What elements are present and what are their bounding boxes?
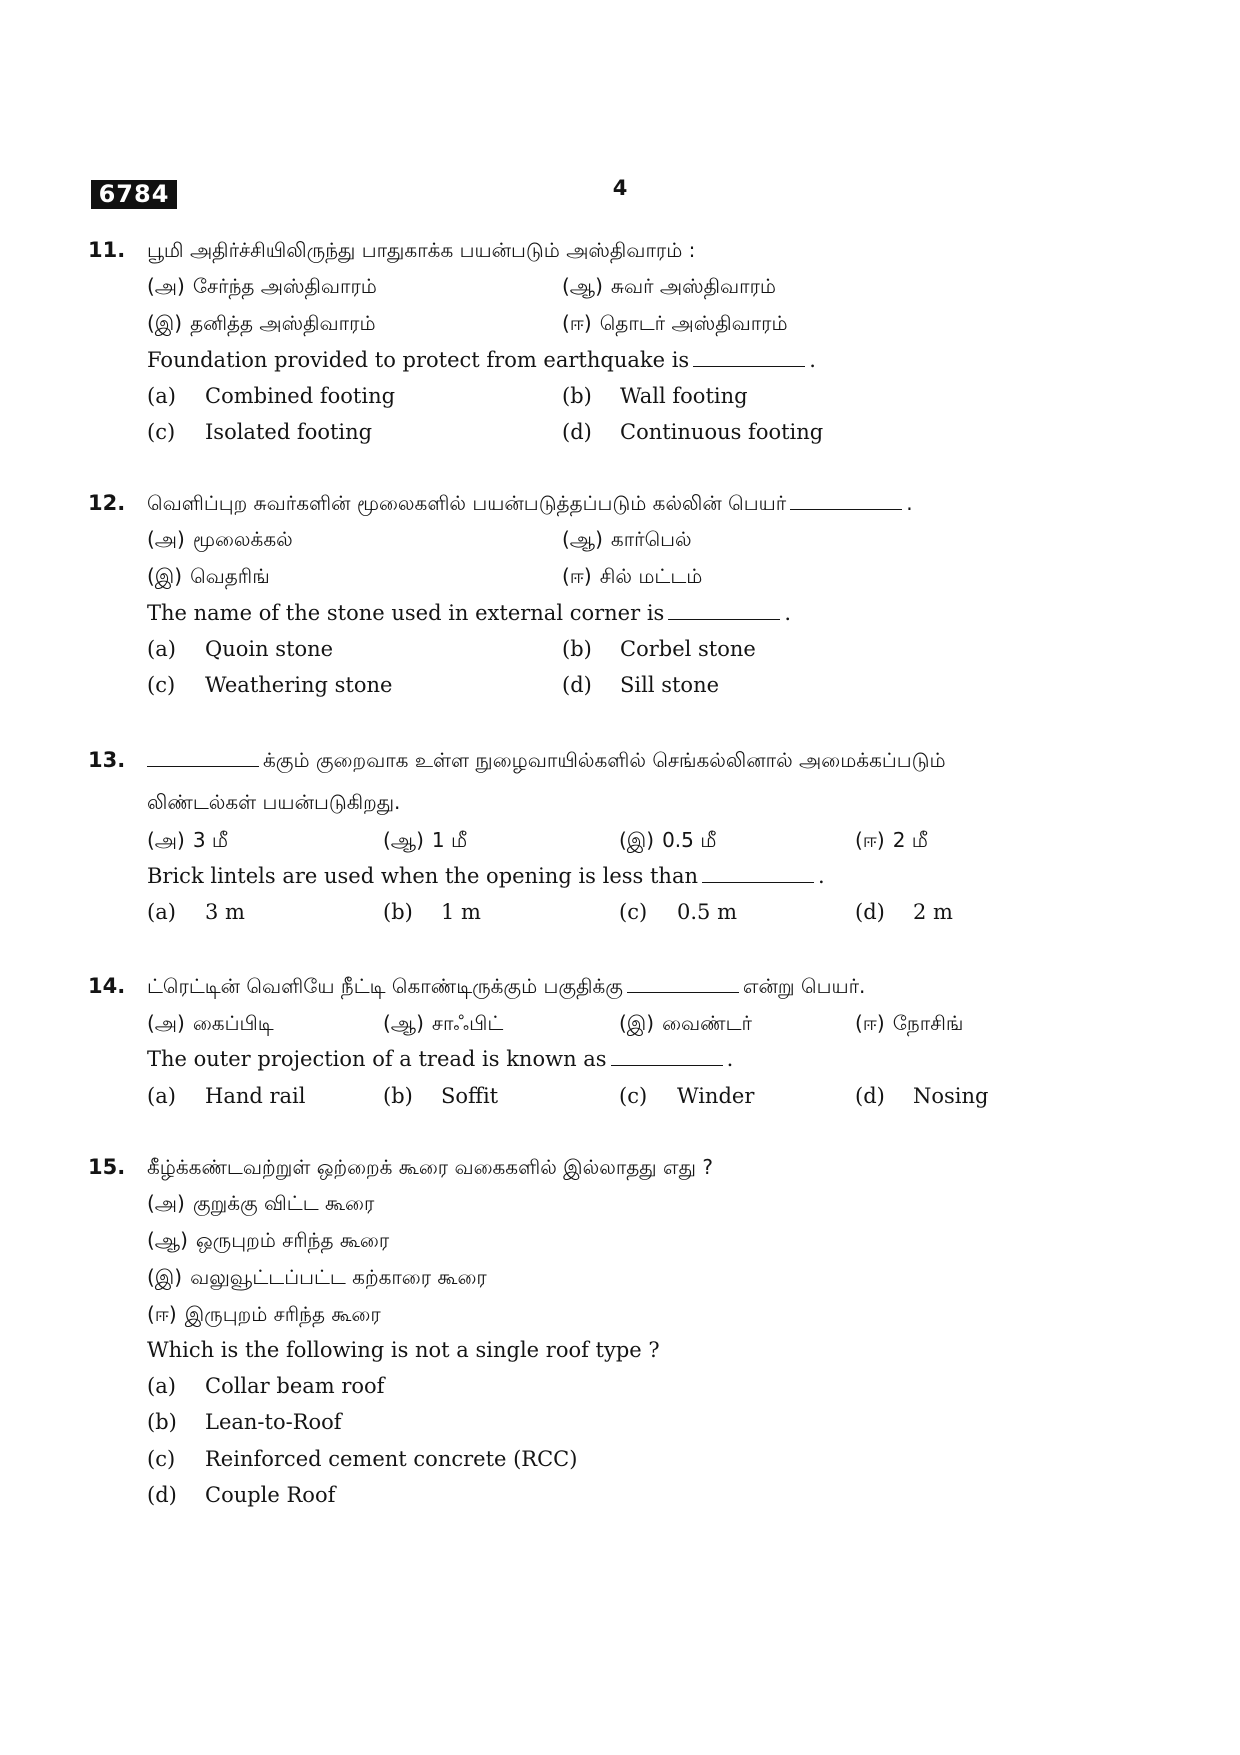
english-option: (b) Corbel stone: [562, 637, 756, 661]
answer-blank: [668, 599, 780, 620]
tamil-question: ட்ரெட்டின் வெளியே நீட்டி கொண்டிருக்கும் பகுதிக்கு என்று பெயர்.: [147, 974, 866, 998]
tamil-option: (ஈ) இருபுறம் சரிந்த கூரை: [147, 1302, 381, 1326]
english-question: The name of the stone used in external corner is .: [147, 601, 792, 625]
tamil-option: (ஈ) நோசிங்: [855, 1011, 964, 1035]
tamil-option: (ஈ) 2 மீ: [855, 828, 928, 852]
english-option: (c) Isolated footing: [147, 420, 373, 444]
english-option: (d) Couple Roof: [147, 1483, 336, 1507]
tamil-option: (இ) வலுவூட்டப்பட்ட கற்காரை கூரை: [147, 1265, 487, 1289]
tamil-question: க்கும் குறைவாக உள்ள நுழைவாயில்களில் செங்கல்லினால் அமைக்கப்படும்: [147, 742, 946, 778]
english-option: (b) Wall footing: [562, 384, 748, 408]
english-option: (a) Collar beam roof: [147, 1374, 385, 1398]
answer-blank: [611, 1045, 723, 1066]
tamil-option: (இ) வெதரிங்: [147, 564, 270, 588]
tamil-option: (அ) 3 மீ: [147, 828, 229, 852]
tamil-option: (இ) தனித்த அஸ்திவாரம்: [147, 311, 376, 335]
english-option: (a) Quoin stone: [147, 637, 334, 661]
tamil-option: (ஆ) 1 மீ: [383, 828, 468, 852]
question-number: 12.: [88, 491, 126, 515]
tamil-question: கீழ்க்கண்டவற்றுள் ஒற்றைக் கூரை வகைகளில் இல்லாதது எது ?: [147, 1155, 713, 1179]
answer-blank: [147, 746, 259, 767]
answer-blank: [627, 972, 739, 993]
english-question: The outer projection of a tread is known as .: [147, 1047, 734, 1071]
english-option: (d) Continuous footing: [562, 420, 824, 444]
english-option: (d) Sill stone: [562, 673, 720, 697]
tamil-option: (அ) சேர்ந்த அஸ்திவாரம்: [147, 274, 377, 298]
tamil-option: (ஆ) சுவர் அஸ்திவாரம்: [562, 274, 777, 298]
tamil-question-continued: லிண்டல்கள் பயன்படுகிறது.: [147, 790, 401, 814]
tamil-option: (அ) குறுக்கு விட்ட கூரை: [147, 1191, 375, 1215]
english-option: (c) Reinforced cement concrete (RCC): [147, 1447, 578, 1471]
english-option: (b) Soffit: [383, 1084, 499, 1108]
english-option: (c) Winder: [619, 1084, 755, 1108]
english-question: Foundation provided to protect from earthquake is .: [147, 348, 816, 372]
tamil-question: பூமி அதிர்ச்சியிலிருந்து பாதுகாக்க பயன்படும் அஸ்திவாரம் :: [147, 238, 696, 262]
tamil-option: (ஈ) சில் மட்டம்: [562, 564, 703, 588]
english-option: (b) Lean-to-Roof: [147, 1410, 342, 1434]
tamil-option: (இ) வைண்டர்: [619, 1011, 752, 1035]
tamil-option: (ஆ) சாஃபிட்: [383, 1011, 504, 1035]
answer-blank: [702, 862, 814, 883]
english-option: (a) 3 m: [147, 900, 245, 924]
question-number: 13.: [88, 748, 126, 772]
tamil-option: (அ) மூலைக்கல்: [147, 527, 293, 551]
tamil-option: (அ) கைப்பிடி: [147, 1011, 274, 1035]
question-number: 11.: [88, 238, 126, 262]
tamil-question: வெளிப்புற சுவர்களின் மூலைகளில் பயன்படுத்தப்படும் கல்லின் பெயர் .: [147, 491, 913, 515]
tamil-option: (இ) 0.5 மீ: [619, 828, 717, 852]
english-option: (a) Combined footing: [147, 384, 396, 408]
english-question: Which is the following is not a single roof type ?: [147, 1338, 660, 1362]
paper-code-badge: 6784: [91, 180, 177, 209]
page-number: 4: [612, 176, 628, 200]
english-option: (d) Nosing: [855, 1084, 989, 1108]
tamil-option: (ஆ) கார்பெல்: [562, 527, 692, 551]
question-number: 14.: [88, 974, 126, 998]
answer-blank: [693, 346, 805, 367]
answer-blank: [790, 489, 902, 510]
english-question: Brick lintels are used when the opening is less than .: [147, 864, 825, 888]
english-option: (b) 1 m: [383, 900, 481, 924]
english-option: (c) Weathering stone: [147, 673, 393, 697]
english-option: (d) 2 m: [855, 900, 953, 924]
question-number: 15.: [88, 1155, 126, 1179]
tamil-option: (ஆ) ஒருபுறம் சரிந்த கூரை: [147, 1228, 390, 1252]
tamil-option: (ஈ) தொடர் அஸ்திவாரம்: [562, 311, 788, 335]
english-option: (a) Hand rail: [147, 1084, 306, 1108]
english-option: (c) 0.5 m: [619, 900, 737, 924]
